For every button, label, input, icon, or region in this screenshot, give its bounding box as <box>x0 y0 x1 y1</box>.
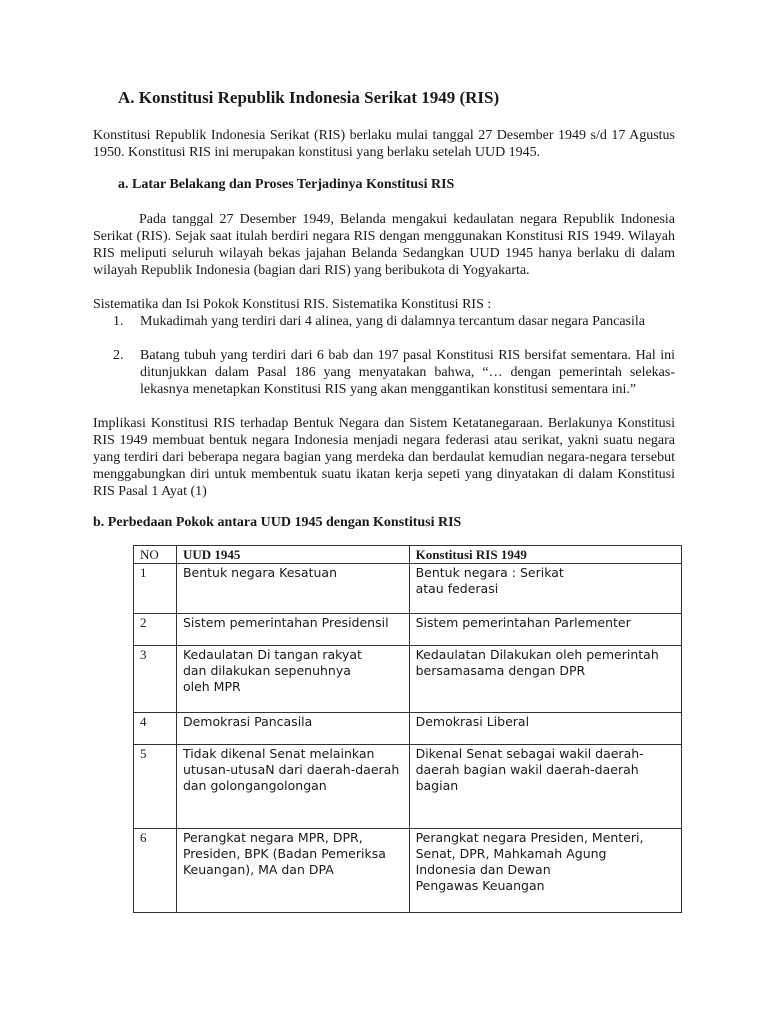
table-row <box>134 614 682 646</box>
cell-uud: Demokrasi Pancasila <box>176 713 409 745</box>
background-paragraph: Pada tanggal 27 Desember 1949, Belanda mengakui kedaulatan negara Republik Indonesia Serikat (RIS). Sejak saat itulah berdiri negara RIS dengan menggunakan Konstitusi RIS 1949. Wilayah RIS meliputi seluruh wilayah bekas jajahan Belanda Sedangkan UUD 1945 hanya berlaku di dalam wilayah Republik Indonesia (bagian dari RIS) yang beribukota di Yogyakarta. <box>93 212 675 278</box>
cell-no: 4 <box>134 713 177 745</box>
systematics-paragraph: Sistematika dan Isi Pokok Konstitusi RIS. Sistematika Konstitusi RIS : <box>93 297 492 312</box>
cell-ris: Kedaulatan Dilakukan oleh pemerintah bersamasama dengan DPR <box>409 646 681 713</box>
cell-ris: Bentuk negara : Serikat atau federasi <box>409 564 681 614</box>
table-row <box>134 713 682 745</box>
table-body <box>134 564 682 913</box>
comparison-table <box>133 545 682 913</box>
list-item <box>93 313 675 330</box>
cell-uud: Bentuk negara Kesatuan <box>176 564 409 614</box>
cell-uud: Tidak dikenal Senat melainkan utusan-utusaN dari daerah-daerah dan golongangolongan <box>176 745 409 829</box>
cell-uud: Sistem pemerintahan Presidensil <box>176 614 409 646</box>
table-row <box>134 646 682 713</box>
list-number: 1. <box>113 314 124 329</box>
list-text: Mukadimah yang terdiri dari 4 alinea, yang di dalamnya tercantum dasar negara Pancasila <box>140 314 645 329</box>
cell-no: 5 <box>134 745 177 829</box>
table-header-row <box>134 546 682 564</box>
cell-no: 1 <box>134 564 177 614</box>
cell-ris: Demokrasi Liberal <box>409 713 681 745</box>
cell-no: 2 <box>134 614 177 646</box>
cell-no: 3 <box>134 646 177 713</box>
cell-no: 6 <box>134 829 177 913</box>
list-text: Batang tubuh yang terdiri dari 6 bab dan 197 pasal Konstitusi RIS bersifat sementara. Hal ini ditunjukkan dalam Pasal 186 yang menyatakan bahwa, “… dengan pemerintah selekas-lekasnya menetapkan Konstitusi RIS yang akan menggantikan konstitusi sementara ini.” <box>140 348 675 397</box>
section-a-title: A. Konstitusi Republik Indonesia Serikat 1949 (RIS) <box>118 88 500 107</box>
subsection-b-title: b. Perbedaan Pokok antara UUD 1945 dengan Konstitusi RIS <box>93 515 462 530</box>
cell-uud: Kedaulatan Di tangan rakyat dan dilakukan sepenuhnya oleh MPR <box>176 646 409 713</box>
cell-ris: Sistem pemerintahan Parlementer <box>409 614 681 646</box>
cell-ris: Perangkat negara Presiden, Menteri, Senat, DPR, Mahkamah Agung Indonesia dan Dewan Pengawas Keuangan <box>409 829 681 913</box>
cell-ris: Dikenal Senat sebagai wakil daerah- daerah bagian wakil daerah-daerah bagian <box>409 745 681 829</box>
implication-paragraph: Implikasi Konstitusi RIS terhadap Bentuk Negara dan Sistem Ketatanegaraan. Berlakunya Konstitusi RIS 1949 membuat bentuk negara Indonesia menjadi negara federasi atau serikat, yakni suatu negara yang terdiri dari beberapa negara bagian yang merdeka dan berdaulat kemudian negara-negara tersebut menggabungkan diri untuk membentuk suatu ikatan kerja sepeti yang dinyatakan di dalam Konstitusi RIS Pasal 1 Ayat (1) <box>93 416 675 499</box>
table-row <box>134 564 682 614</box>
intro-paragraph: Konstitusi Republik Indonesia Serikat (RIS) berlaku mulai tanggal 27 Desember 1949 s/d 17 Agustus 1950. Konstitusi RIS ini merupakan konstitusi yang berlaku setelah UUD 1945. <box>93 128 675 160</box>
cell-uud: Perangkat negara MPR, DPR, Presiden, BPK (Badan Pemeriksa Keuangan), MA dan DPA <box>176 829 409 913</box>
subsection-a-title: a. Latar Belakang dan Proses Terjadinya Konstitusi RIS <box>118 177 455 192</box>
header-uud: UUD 1945 <box>176 546 409 564</box>
table-row <box>134 745 682 829</box>
header-no: NO <box>134 546 177 564</box>
table-row <box>134 829 682 913</box>
header-ris: Konstitusi RIS 1949 <box>409 546 681 564</box>
list-number: 2. <box>113 348 124 363</box>
list-item <box>93 347 675 398</box>
